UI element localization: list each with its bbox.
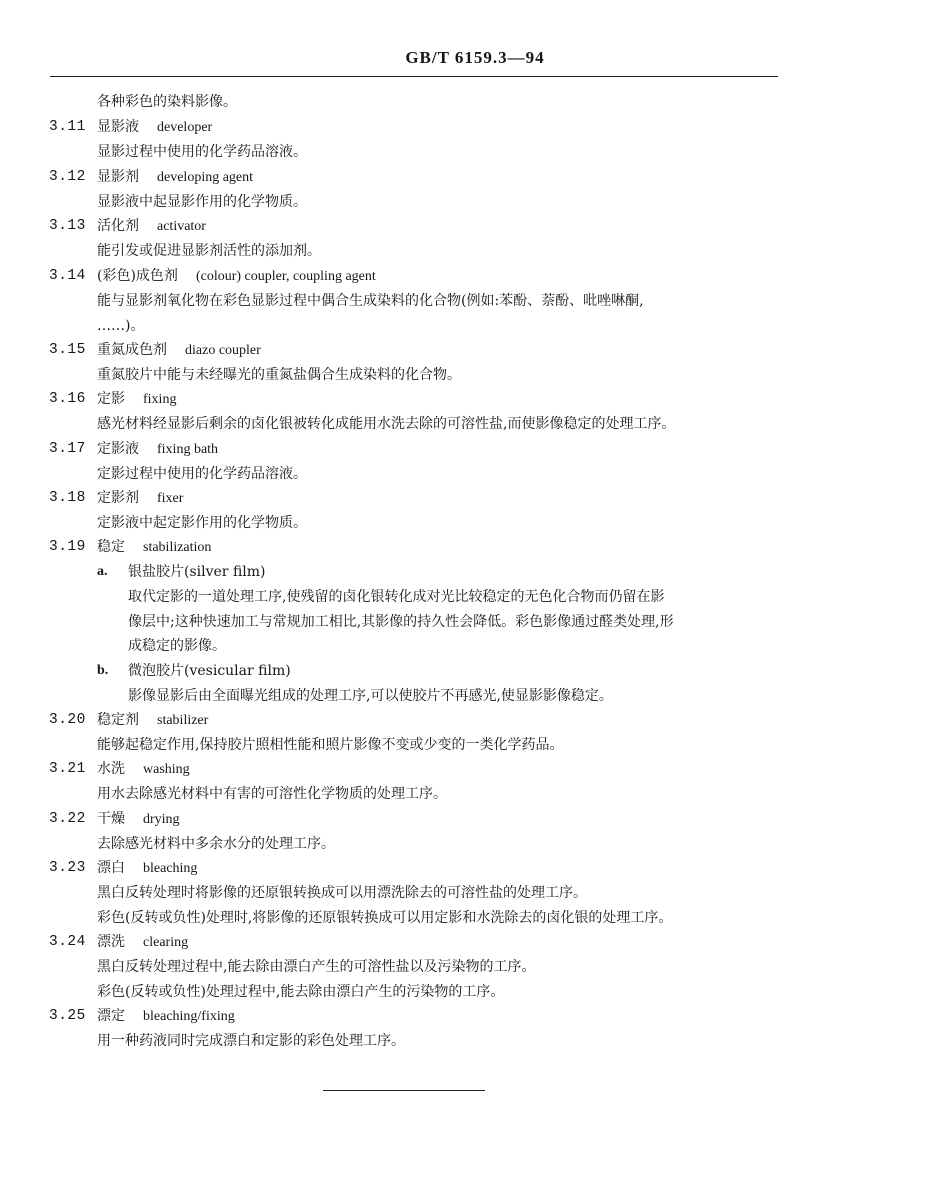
term-number: 3.25: [49, 1008, 86, 1024]
term-title: 漂洗 clearing: [97, 934, 189, 950]
term-definition: 定影液中起定影作用的化学物质。: [97, 515, 307, 531]
term-title: 漂定 bleaching/fixing: [97, 1008, 235, 1024]
term-number: 3.22: [49, 811, 86, 827]
lead-text: 各种彩色的染料影像。: [97, 94, 237, 110]
term-definition: 定影过程中使用的化学药品溶液。: [97, 466, 307, 482]
header-rule: [50, 76, 778, 77]
page-header: GB/T 6159.3—94: [405, 48, 545, 67]
term-number: 3.21: [49, 761, 86, 777]
term-definition: 感光材料经显影后剩余的卤化银被转化成能用水洗去除的可溶性盐,而使影像稳定的处理工序。: [97, 416, 676, 432]
term-title: (彩色)成色剂 (colour) coupler, coupling agent: [97, 268, 376, 284]
term-title: 定影 fixing: [97, 391, 177, 407]
term-number: 3.17: [49, 441, 86, 457]
term-number: 3.14: [49, 268, 86, 284]
term-definition: 彩色(反转或负性)处理时,将影像的还原银转换成可以用定影和水洗除去的卤化银的处理工序。: [97, 910, 673, 926]
term-definition: 显影液中起显影作用的化学物质。: [97, 194, 307, 210]
term-title: 漂白 bleaching: [97, 860, 198, 876]
subitem-label: b.: [97, 663, 109, 678]
term-definition: 彩色(反转或负性)处理过程中,能去除由漂白产生的污染物的工序。: [97, 984, 505, 1000]
term-number: 3.19: [49, 539, 86, 555]
term-definition: 用一种药液同时完成漂白和定影的彩色处理工序。: [97, 1033, 405, 1049]
term-definition: 能与显影剂氧化物在彩色显影过程中偶合生成染料的化合物(例如:苯酚、萘酚、吡唑啉酮,: [97, 293, 644, 309]
subitem-label: a.: [97, 564, 108, 579]
term-title: 重氮成色剂 diazo coupler: [97, 342, 261, 358]
term-number: 3.16: [49, 391, 86, 407]
term-number: 3.20: [49, 712, 86, 728]
term-number: 3.12: [49, 169, 86, 185]
term-definition: 能引发或促进显影剂活性的添加剂。: [97, 243, 321, 259]
term-definition: 能够起稳定作用,保持胶片照相性能和照片影像不变或少变的一类化学药品。: [97, 737, 564, 753]
subitem-definition: 成稳定的影像。: [128, 638, 226, 654]
term-definition: 用水去除感光材料中有害的可溶性化学物质的处理工序。: [97, 786, 447, 802]
term-title: 稳定 stabilization: [97, 539, 212, 555]
subitem-term: 银盐胶片(silver film): [128, 564, 266, 580]
term-definition: 黑白反转处理时将影像的还原银转换成可以用漂洗除去的可溶性盐的处理工序。: [97, 885, 587, 901]
term-title: 干燥 drying: [97, 811, 180, 827]
term-definition-continued: ……)。: [97, 318, 145, 334]
term-title: 定影液 fixing bath: [97, 441, 219, 457]
term-title: 活化剂 activator: [97, 218, 206, 234]
term-number: 3.24: [49, 934, 86, 950]
term-number: 3.11: [49, 119, 86, 135]
term-number: 3.18: [49, 490, 86, 506]
term-title: 水洗 washing: [97, 761, 190, 777]
term-definition: 重氮胶片中能与未经曝光的重氮盐偶合生成染料的化合物。: [97, 367, 461, 383]
term-title: 定影剂 fixer: [97, 490, 184, 506]
term-definition: 去除感光材料中多余水分的处理工序。: [97, 836, 335, 852]
subitem-definition: 取代定影的一道处理工序,使残留的卤化银转化成对光比较稳定的无色化合物而仍留在影: [128, 589, 665, 605]
term-title: 显影剂 developing agent: [97, 169, 254, 185]
term-definition: 显影过程中使用的化学药品溶液。: [97, 144, 307, 160]
term-number: 3.23: [49, 860, 86, 876]
term-number: 3.13: [49, 218, 86, 234]
term-title: 显影液 developer: [97, 119, 213, 135]
subitem-definition: 像层中;这种快速加工与常规加工相比,其影像的持久性会降低。彩色影像通过醛类处理,形: [128, 614, 674, 630]
term-definition: 黑白反转处理过程中,能去除由漂白产生的可溶性盐以及污染物的工序。: [97, 959, 536, 975]
term-number: 3.15: [49, 342, 86, 358]
subitem-definition: 影像显影后由全面曝光组成的处理工序,可以使胶片不再感光,使显影影像稳定。: [128, 688, 613, 704]
subitem-term: 微泡胶片(vesicular film): [128, 663, 291, 679]
end-rule: [323, 1090, 485, 1091]
term-title: 稳定剂 stabilizer: [97, 712, 209, 728]
